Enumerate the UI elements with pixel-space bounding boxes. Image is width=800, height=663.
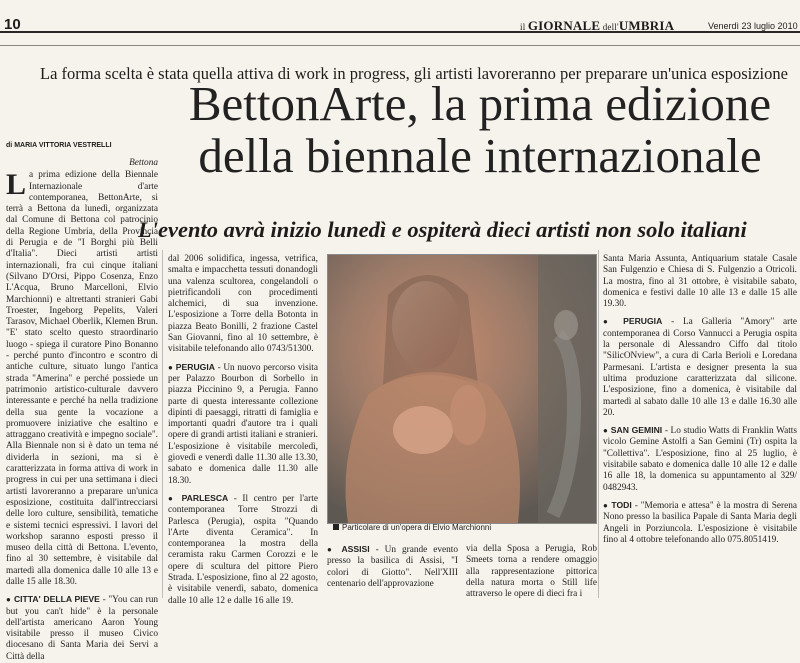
column-divider xyxy=(162,250,163,598)
drop-cap: L xyxy=(6,168,27,202)
section-title: PARLESCA xyxy=(181,492,229,503)
section-text: - Il centro per l'arte contemporanea Torre Strozzi di Parlesca (Perugia), ospita "Quando l'Arte diventa Ceramica". In contemporanea la mostra della ceramista raku Carmen Corozzi e le opere di scultura del pittore Piero Strada. L'esposizione, fino al 22 agosto, è visitabile venerdì, sabato, domenica dalle 10 alle 12 e dalle 16 alle 19. xyxy=(168,493,318,606)
article-column-1 xyxy=(6,158,158,662)
section-perugia-amory xyxy=(603,316,797,419)
caption-square-icon xyxy=(333,524,339,530)
section-assisi xyxy=(327,544,458,600)
section-title: PERUGIA xyxy=(623,316,663,327)
bullet-icon: ● xyxy=(168,493,177,503)
byline xyxy=(6,142,112,149)
continuation-paragraph: Santa Maria Assunta, Antiquarium statale Casale San Fulgenzio e Chiesa di S. Fulgenzio a Otricoli. La mostra, fino al 31 ottobre, è visitabile sabato, domenica e festivi dalle 10 alle 13 e dalle 15 alle 19.30. xyxy=(603,254,797,310)
article-headline xyxy=(170,78,790,182)
bullet-icon: ● xyxy=(603,317,615,327)
section-todi xyxy=(603,500,797,546)
article-bottom-middle xyxy=(327,544,597,598)
artwork-photo xyxy=(327,254,597,524)
section-text: - Un nuovo percorso visita per Palazzo Bourbon di Sorbello in piazza Piccinino 9, a Perugia. Fanno parte di questa interessante collezione dipinti di paesaggi, ritratti di famiglia e importanti quadri d'autore tra i quali opere di grandi artisti italiani e stranieri. L'esposizione è visitabile mercoledì, giovedì e venerdì dalle 11.30 alle 13.30, sabato e domenica dalle 11.30 alle 18.30. xyxy=(168,362,318,486)
publication-date: Venerdì 23 luglio 2010 xyxy=(708,21,798,31)
header-rule xyxy=(0,31,800,33)
section-text: - Un grande evento presso la basilica di Assisi, "I colori di Giotto". Nell'XIII centenario dell'approvazione xyxy=(327,545,458,589)
column-divider xyxy=(598,250,599,598)
headline-line-2: della biennale internazionale xyxy=(198,128,762,183)
bullet-icon: ● xyxy=(603,500,609,510)
article-column-3 xyxy=(603,254,797,598)
section-text: - La Galleria "Amory" arte contemporanea di Corso Vannucci a Perugia ospita la personale di Alessandro Ciffo dal titolo "SilicONview", a cura di Carla Berioli e Loredana Parmesani. L'artista e designer presenta la sua ultima produzione caratterizzata dal silicone. L'esposizione, fino a domenica, è visitabile dal martedì al sabato dalle 10 alle 13 e dalle 16.30 alle 20. xyxy=(603,317,797,418)
section-title: SAN GEMINI xyxy=(610,425,663,436)
masthead-dell: dell' xyxy=(600,22,619,32)
bullet-icon: ● xyxy=(168,362,174,372)
article-kicker: La forma scelta è stata quella attiva di work in progress, gli artisti lavoreranno per preparare un'unica esposizione xyxy=(40,64,788,83)
bullet-icon: ● xyxy=(603,426,609,436)
dateline: Bettona xyxy=(129,158,158,168)
headline-line-1: BettonArte, la prima edizione xyxy=(188,76,772,131)
section-text: - Lo studio Watts di Franklin Watts vicolo Gemine Astolfi a San Gemini (Tr) ospita la "Collettiva". L'esposizione, fino al 25 luglio, è visitabile sabato e domenica dalle 10 alle 12 e dalle 16 alle 18, la domenica su appuntamento al 329/ 0482943. xyxy=(603,426,798,493)
section-title: CITTA' DELLA PIEVE xyxy=(13,594,100,605)
page-number: 10 xyxy=(4,16,21,33)
bullet-icon: ● xyxy=(6,595,12,605)
article-subhead: L'evento avrà inizio lunedì e ospiterà dieci artisti non solo italiani xyxy=(138,217,747,242)
lead-text: a prima edizione della Biennale Internazionale d'arte contemporanea, BettonArte, si terrà a Bettona da lunedì, organizzata dal Comune di Bettona col patrocinio della Regione Umbria, della Provincia di Perugia e de "I Borghi più Belli d'Italia". Dieci artisti artisti internazionali, fra cui cinque italiani (Silvano D'Orsi, Pippo Cosenza, Enzo L'Acqua, Bruno Marcelloni, Elvio Marchionni) e altrettanti stranieri Gabi Troester, Ingeborg Pepelits, Valeri Tarasov, Michael Oberlik, Klemen Brun. "E' stato scelto questo straordinario luogo - spiega il curatore Pino Bonanno - perché punto d'incontro e scontro di antiche culture, situato lungo l'antica strada "Amerina" e perché possiede un patrimonio artistico-culturale davvero interessante e perché ha nella tradizione della sua gente la vocazione a promuovere iniziative che esaltino e attraggano creatività e impegno sociale". Alla Biennale non si è dato un tema né dividerla in sezioni, ma si è caratterizzata in forma attiva di work in progress in cui per una settimana i dieci artisti lavoreranno a preparare un'unica esposizione, costituita dall'intrecciarsi delle loro culture, sensibilità, tematiche e sistemi tecnici espressivi. I lavori del workshop saranno esposti presso il museo della città di Bettona. L'evento, fino al 30 settembre, è visitabile dal martedì alla domenica dalle 10 alle 13 e dalle 15 alle 18.30. xyxy=(6,170,158,587)
byline-author: MARIA VITTORIA VESTRELLI xyxy=(14,142,112,149)
newspaper-masthead xyxy=(520,18,674,34)
header-rule-secondary xyxy=(0,45,800,46)
masthead-region: UMBRIA xyxy=(618,18,675,33)
painting-image xyxy=(328,255,596,523)
section-citta-della-pieve xyxy=(6,594,158,663)
section-text: - "You can run but you can't hide" è la personale dell'artista americano Aaron Young visitabile presso il museo Civico diocesano di Santa Maria dei Servi a Città della xyxy=(6,595,158,662)
caption-text: Particolare di un'opera di Elvio Marchionni xyxy=(342,523,492,532)
section-title: PERUGIA xyxy=(175,361,215,372)
section-title: ASSISI xyxy=(341,544,370,554)
section-parlesca xyxy=(168,493,318,607)
lead-paragraph xyxy=(6,170,158,588)
section-still-life: via della Sposa a Perugia, Rob Smeets torna a rendere omaggio alla rappresentazione pittorica della natura morta o Still life attraverso le opere di dieci fra i xyxy=(466,544,597,600)
byline-prefix: di xyxy=(6,142,13,149)
section-text: - "Memoria e attesa" è la mostra di Serena Nono presso la basilica Papale di Santa Maria degli Angeli in Porziuncola. L'esposizione è visitabile fino al 4 ottobre telefonando allo 075.8051419. xyxy=(603,500,797,545)
section-perugia xyxy=(168,362,318,487)
section-san-gemini xyxy=(603,425,797,494)
photo-caption xyxy=(333,523,491,532)
section-title: TODI xyxy=(611,499,632,510)
masthead-prefix: il xyxy=(520,22,528,32)
continuation-paragraph: dal 2006 solidifica, ingessa, vetrifica, smalta e impacchetta tessuti donandogli una valenza scultorea, congelandoli o pietrificandoli con procedimenti alchemici, di sua invenzione. L'esposizione a Torre della Botonta in piazza Beato Bonilli, 2 frazione Castel San Giovanni, fino al 10 settembre, è visitabile telefonando allo 0743/51300. xyxy=(168,254,318,355)
article-column-2 xyxy=(168,254,318,606)
masthead-main: GIORNALE xyxy=(527,18,601,33)
bullet-icon: ● xyxy=(327,545,336,554)
